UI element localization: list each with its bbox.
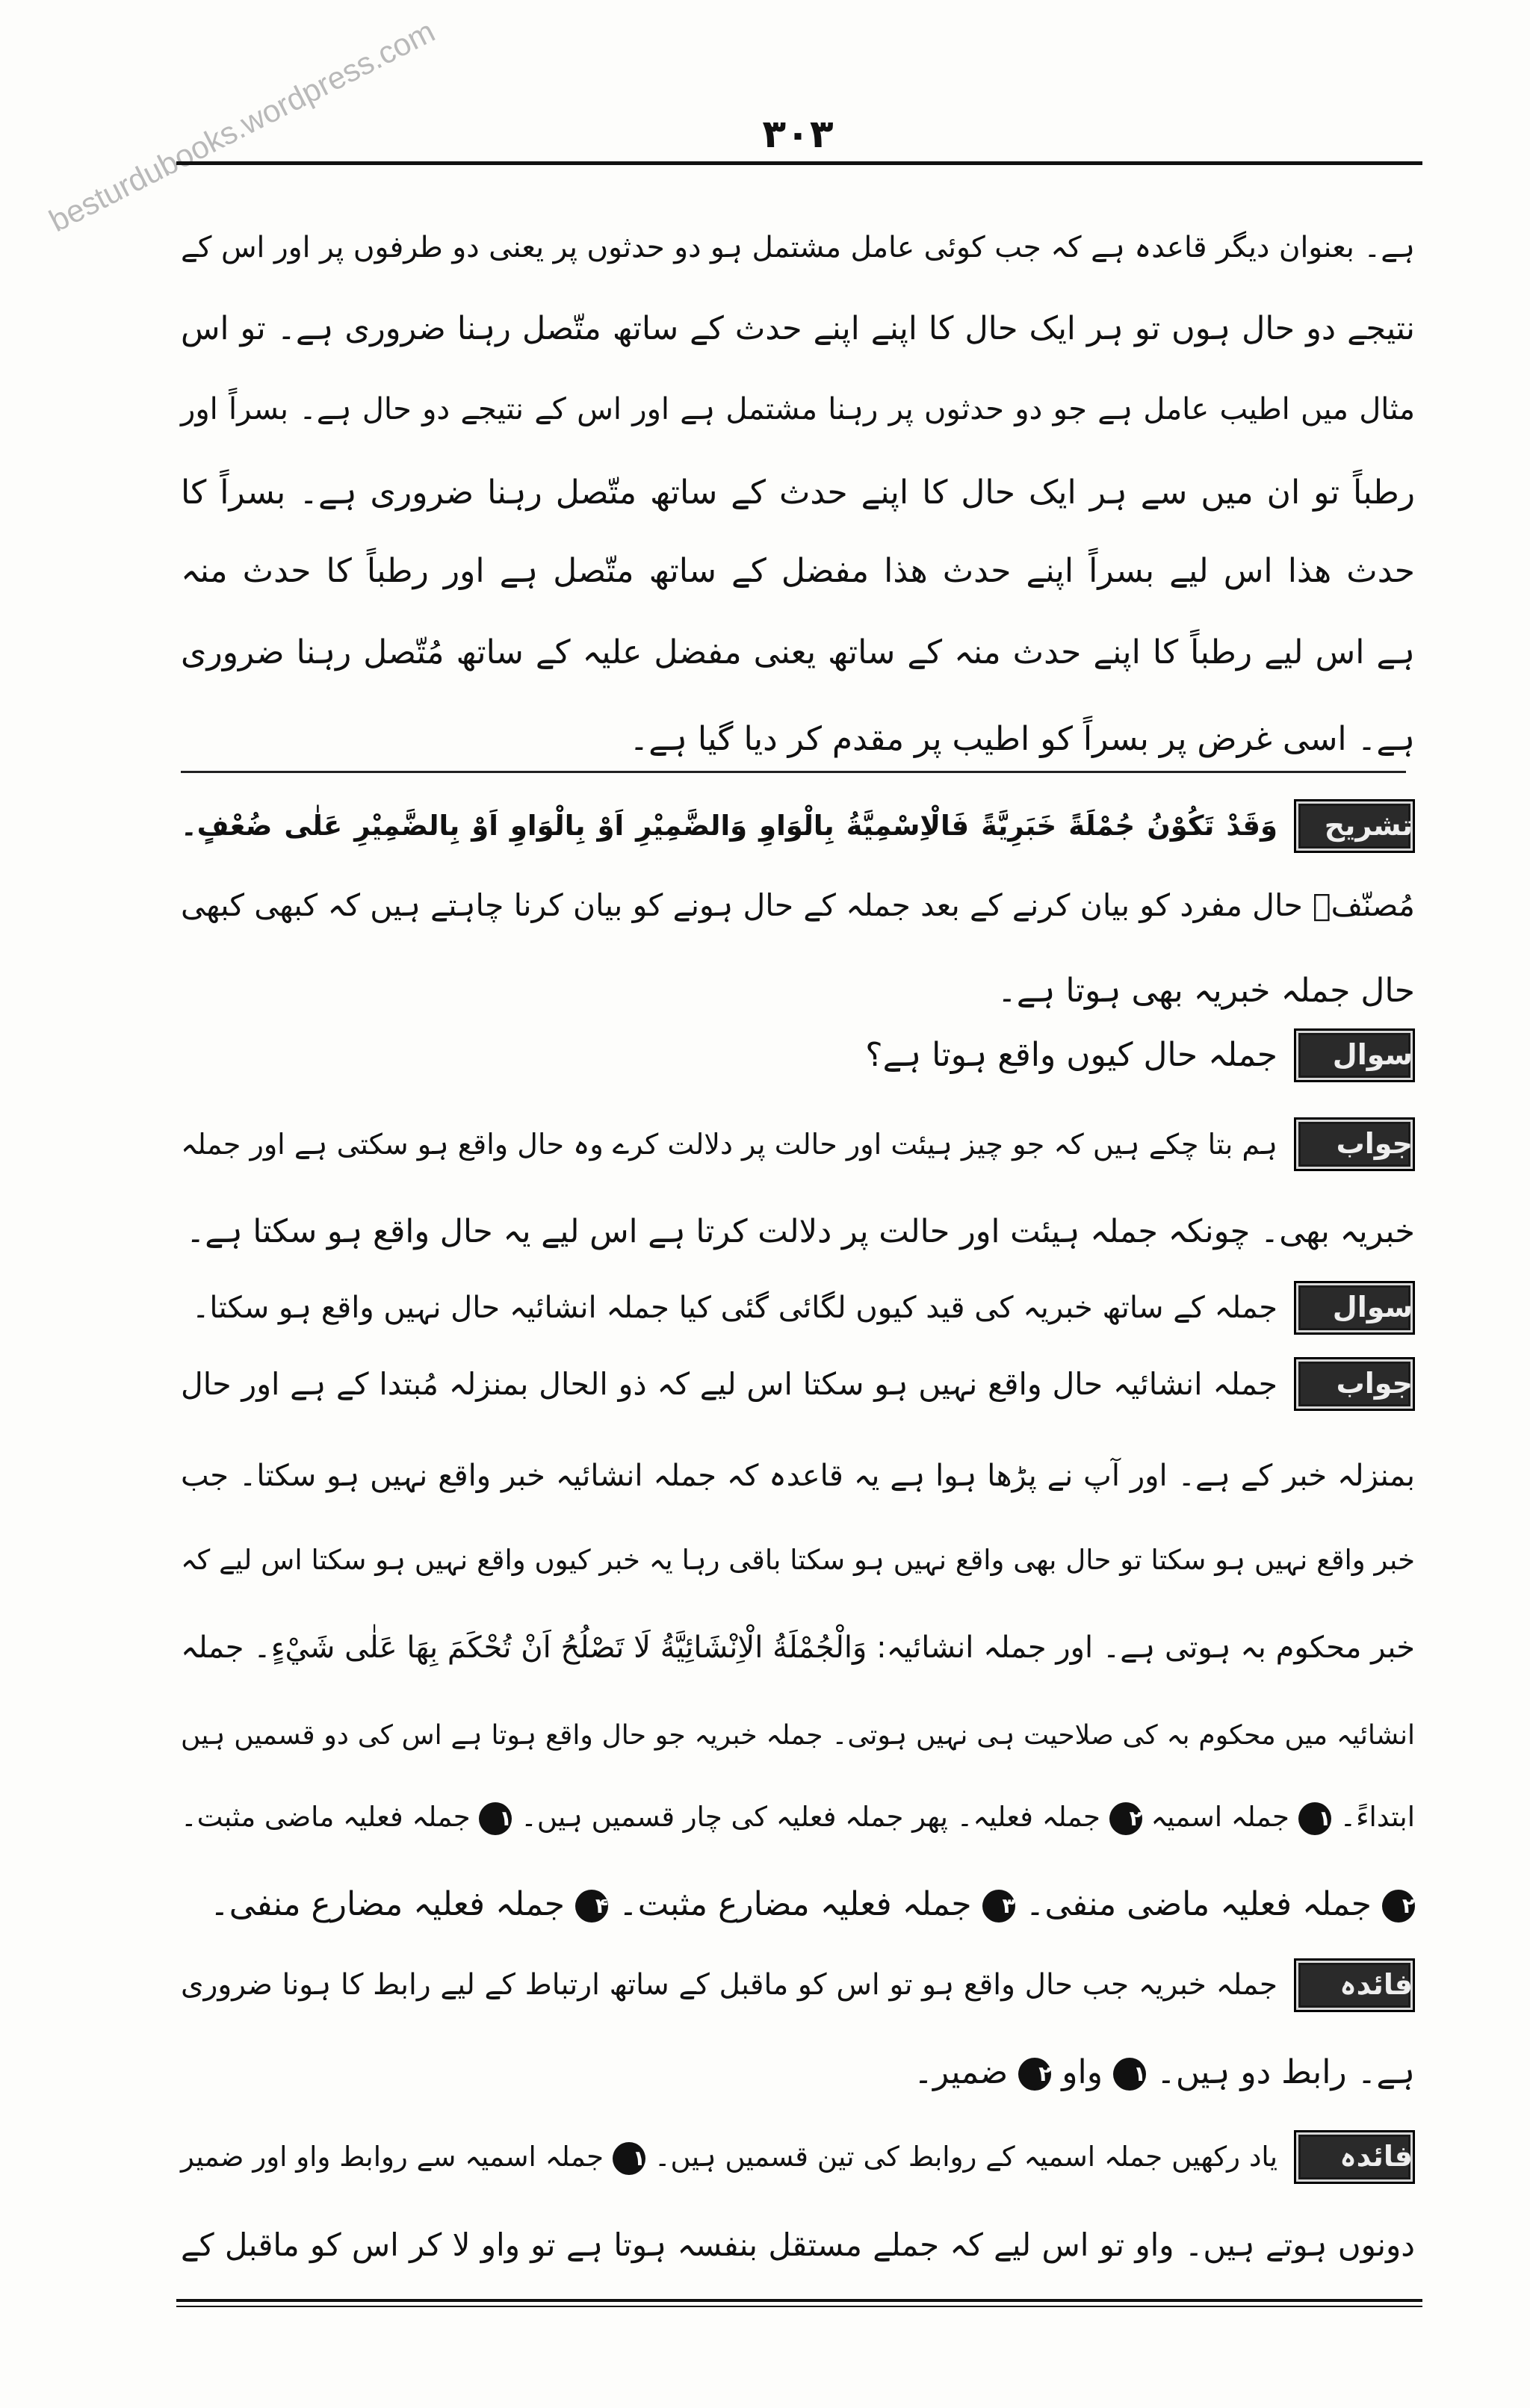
text-segment: واو — [1062, 2053, 1103, 2091]
number-badge: ۲ — [1109, 1802, 1142, 1835]
number-badge: ۴ — [575, 1890, 608, 1923]
text-segment: ہے۔ رابط دو ہیں۔ — [1156, 2053, 1415, 2091]
text-segment: جملہ اسمیہ — [1150, 1801, 1289, 1833]
number-badge: ۲ — [1018, 2058, 1051, 2091]
text-line: حال جملہ خبریہ بھی ہوتا ہے۔ — [997, 972, 1415, 1010]
text-line: خبر محکوم بہ ہوتی ہے۔ اور جملہ انشائیہ: وَالْجُمْلَةُ الْاِنْشَائِيَّةُ لَا تَصْلُحُ اَنْ تُحْكَمَ بِهَا عَلٰى شَيْءٍ۔ جملہ — [181, 1630, 1415, 1665]
types-line — [181, 1780, 1415, 1855]
note-line — [181, 2120, 1415, 2194]
text-line: مُصنّفؒ حال مفرد کو بیان کرنے کے بعد جملہ کے حال ہونے کو بیان کرنا چاہتے ہیں کہ کبھی کبھی — [181, 887, 1415, 923]
answer-text: جملہ انشائیہ حال واقع نہیں ہو سکتا اس لیے کہ ذو الحال بمنزلہ مُبتدا کے ہے اور حال — [181, 1366, 1277, 1402]
text-line: رطباً تو ان میں سے ہر ایک حال کا اپنے حدث کے ساتھ متّصل رہنا ضروری ہے۔ بسراً کا — [181, 474, 1415, 512]
text-segment: جملہ فعلیہ ماضی منفی۔ — [1025, 1885, 1372, 1923]
number-badge: ۱ — [1298, 1802, 1331, 1835]
text-line: ہے۔ بعنوان دیگر قاعدہ ہے کہ جب کوئی عامل مشتمل ہو دو حدثوں پر یعنی دو طرفوں پر اور اس کے — [181, 231, 1415, 264]
text-line: بمنزلہ خبر کے ہے۔ اور آپ نے پڑھا ہوا ہے یہ قاعدہ کہ جملہ انشائیہ خبر واقع نہیں ہو سکتا۔ جب — [181, 1459, 1415, 1493]
number-badge: ۱ — [613, 2142, 645, 2175]
text-line: ہے اس لیے رطباً کا اپنے حدث منہ کے ساتھ یعنی مفضل علیہ کے ساتھ مُتّصل رہنا ضروری — [181, 633, 1415, 671]
answer-line — [181, 1107, 1415, 1182]
text-line: دونوں ہوتے ہیں۔ واو تو اس لیے کہ جملے مستقل بنفسہ ہوتا ہے تو واو لا کر اس کو ماقبل کے — [181, 2227, 1415, 2263]
text-line: انشائیہ میں محکوم بہ کی صلاحیت ہی نہیں ہوتی۔ جملہ خبریہ جو حال واقع ہوتا ہے اس کی دو قسمیں ہیں — [181, 1720, 1415, 1751]
matn-line — [181, 789, 1415, 863]
note-label: فائدہ — [1294, 2130, 1415, 2184]
text-segment: جملہ اسمیہ سے روابط واو اور ضمیر — [181, 2141, 604, 2173]
text-line: نتیجے دو حال ہوں تو ہر ایک حال کا اپنے اپنے حدث کے ساتھ متّصل رہنا ضروری ہے۔ تو اس — [181, 310, 1415, 347]
answer-label: جواب — [1294, 1357, 1415, 1411]
question-line — [181, 1018, 1415, 1093]
text-segment: جملہ فعلیہ ماضی مثبت۔ — [181, 1801, 471, 1833]
number-badge: ۳ — [982, 1890, 1015, 1923]
number-badge: ۱ — [479, 1802, 512, 1835]
text-line: ہے۔ اسی غرض پر بسراً کو اطیب پر مقدم کر دیا گیا ہے۔ — [629, 720, 1415, 758]
number-badge: ۲ — [1382, 1890, 1415, 1923]
text-segment: جملہ فعلیہ مضارع مثبت۔ — [619, 1885, 972, 1923]
text-segment: یاد رکھیں جملہ اسمیہ کے روابط کی تین قسمیں ہیں۔ — [654, 2141, 1277, 2173]
question-text: جملہ کے ساتھ خبریہ کی قید کیوں لگائی گئی کیا جملہ انشائیہ حال نہیں واقع ہو سکتا۔ — [191, 1291, 1277, 1325]
text-segment: ابتداءً۔ — [1339, 1801, 1415, 1833]
links-line — [181, 2035, 1415, 2110]
matn-label: تشریح — [1294, 799, 1415, 853]
footer-rule — [176, 2299, 1422, 2307]
number-badge: ۱ — [1113, 2058, 1146, 2091]
text-segment: ضمیر۔ — [914, 2053, 1009, 2091]
note-label: فائدہ — [1294, 1958, 1415, 2012]
note-text: جملہ خبریہ جب حال واقع ہو تو اس کو ماقبل کے ساتھ ارتباط کے لیے رابط کا ہونا ضروری — [181, 1968, 1277, 2002]
text-line: خبریہ بھی۔ چونکہ جملہ ہیئت اور حالت پر دلالت کرتا ہے اس لیے یہ حال واقع ہو سکتا ہے۔ — [186, 1213, 1415, 1250]
note-text — [181, 2120, 1277, 2194]
answer-text: ہم بتا چکے ہیں کہ جو چیز ہیئت اور حالت پر دلالت کرے وہ حال واقع ہو سکتی ہے اور جملہ — [181, 1128, 1277, 1161]
question-line — [181, 1270, 1415, 1345]
question-label: سوال — [1294, 1028, 1415, 1082]
text-segment: جملہ فعلیہ مضارع منفی۔ — [209, 1885, 566, 1923]
question-text: جملہ حال کیوں واقع ہوتا ہے؟ — [865, 1036, 1277, 1074]
text-line: مثال میں اطیب عامل ہے جو دو حدثوں پر رہنا مشتمل ہے اور اس کے نتیجے دو حال ہے۔ بسراً اور — [181, 392, 1415, 426]
question-label: سوال — [1294, 1281, 1415, 1335]
text-line: خبر واقع نہیں ہو سکتا تو حال بھی واقع نہیں ہو سکتا باقی رہا یہ خبر کیوں واقع نہیں ہو سکتا اس لیے کہ — [181, 1544, 1415, 1576]
note-line — [181, 1948, 1415, 2023]
header-rule — [176, 161, 1422, 165]
section-divider — [181, 771, 1406, 773]
watermark: besturdubooks.wordpress.com — [43, 13, 441, 239]
types-line — [181, 1867, 1415, 1942]
answer-label: جواب — [1294, 1117, 1415, 1171]
answer-line — [181, 1347, 1415, 1421]
text-line: حدث ھذا اس لیے بسراً اپنے حدث ھذا مفضل کے ساتھ متّصل ہے اور رطباً کا حدث منہ — [181, 552, 1415, 590]
arabic-text: وَقَدْ تَكُوْنُ جُمْلَةً خَبَرِيَّةً فَالْاِسْمِيَّةُ بِالْوَاوِ وَالضَّمِيْرِ اَوْ بِالْوَاوِ اَوْ بِالضَّمِيْرِ عَلٰى ضُعْفٍ۔ — [181, 810, 1277, 842]
page-number: ۳۰۳ — [762, 112, 834, 157]
text-segment: جملہ فعلیہ۔ پھر جملہ فعلیہ کی چار قسمیں ہیں۔ — [521, 1801, 1100, 1833]
